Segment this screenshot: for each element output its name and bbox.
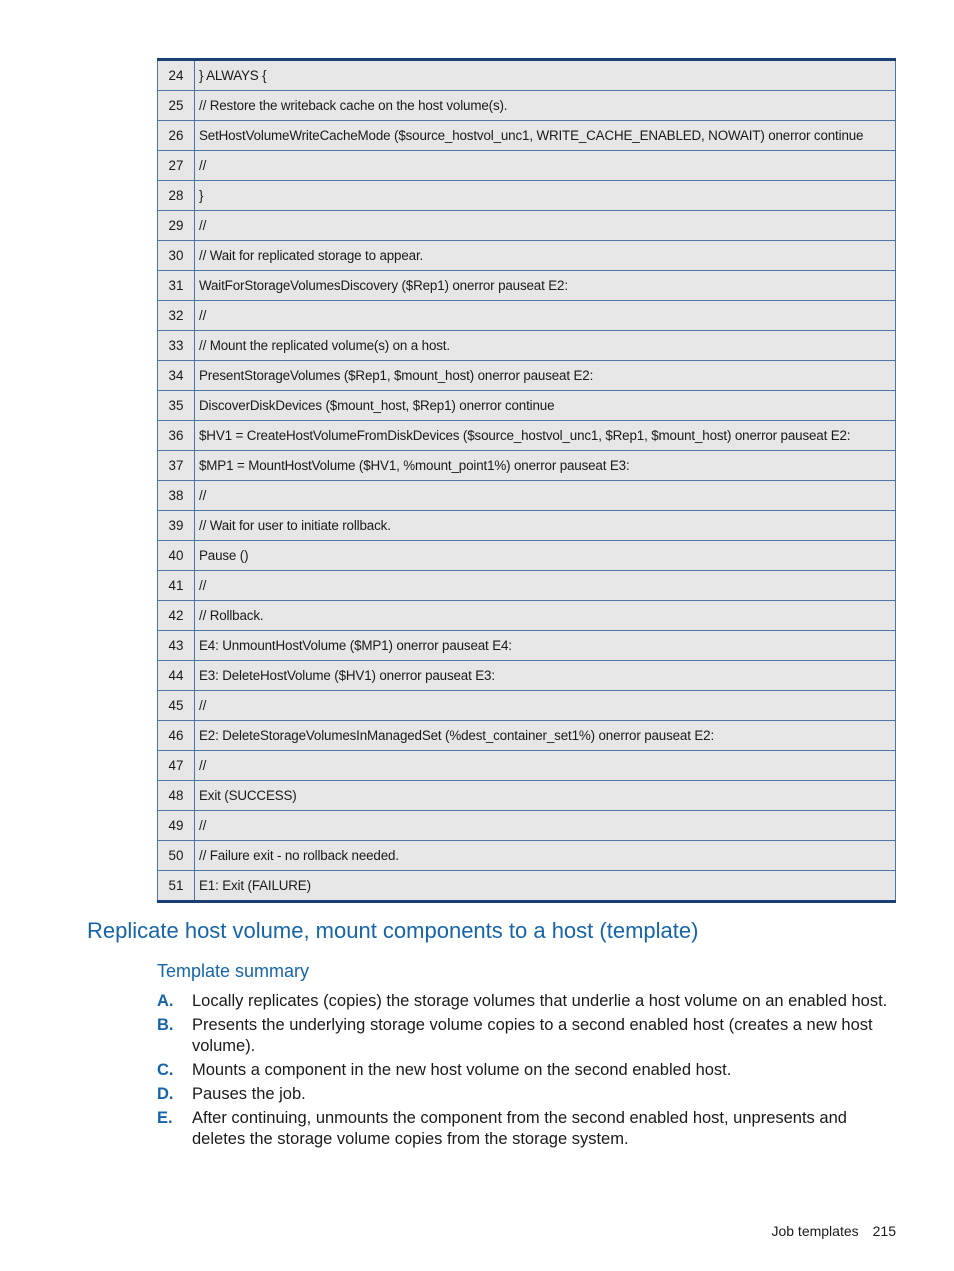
code-line: // Restore the writeback cache on the host volume(s). [195, 91, 896, 121]
summary-item-text: After continuing, unmounts the component from the second enabled host, unpresents and deletes the storage volume copies from the storage system. [192, 1109, 847, 1148]
line-number: 25 [158, 91, 195, 121]
line-number: 35 [158, 391, 195, 421]
summary-item-text: Locally replicates (copies) the storage volumes that underlie a host volume on an enabled host. [192, 992, 888, 1010]
code-line: PresentStorageVolumes ($Rep1, $mount_host) onerror pauseat E2: [195, 361, 896, 391]
summary-item-letter: B. [157, 1016, 174, 1034]
code-line: // Wait for replicated storage to appear. [195, 241, 896, 271]
section-heading: Replicate host volume, mount components to a host (template) [87, 918, 699, 943]
line-number: 47 [158, 751, 195, 781]
code-line: E2: DeleteStorageVolumesInManagedSet (%dest_container_set1%) onerror pauseat E2: [195, 721, 896, 751]
code-row [158, 571, 896, 601]
code-row [158, 211, 896, 241]
template-summary-heading: Template summary [157, 961, 310, 981]
page-footer [771, 1223, 896, 1239]
code-row [158, 781, 896, 811]
line-number: 44 [158, 661, 195, 691]
code-row [158, 661, 896, 691]
code-row [158, 331, 896, 361]
line-number: 24 [158, 60, 195, 91]
summary-item [157, 1060, 899, 1081]
line-number: 27 [158, 151, 195, 181]
code-row [158, 361, 896, 391]
line-number: 30 [158, 241, 195, 271]
code-row [158, 811, 896, 841]
footer-section-label: Job templates [771, 1223, 859, 1239]
code-line: } ALWAYS { [195, 60, 896, 91]
code-row [158, 721, 896, 751]
line-number: 37 [158, 451, 195, 481]
code-row [158, 451, 896, 481]
summary-item [157, 1084, 899, 1105]
code-line: // [195, 691, 896, 721]
line-number: 50 [158, 841, 195, 871]
code-line: E3: DeleteHostVolume ($HV1) onerror pauseat E3: [195, 661, 896, 691]
code-line: // Mount the replicated volume(s) on a host. [195, 331, 896, 361]
line-number: 51 [158, 871, 195, 902]
summary-item [157, 1015, 899, 1057]
code-row [158, 541, 896, 571]
code-line: // [195, 481, 896, 511]
code-row [158, 421, 896, 451]
line-number: 43 [158, 631, 195, 661]
code-row [158, 751, 896, 781]
line-number: 39 [158, 511, 195, 541]
code-listing-table [157, 58, 896, 903]
code-line: DiscoverDiskDevices ($mount_host, $Rep1) onerror continue [195, 391, 896, 421]
code-row [158, 841, 896, 871]
code-line: // [195, 211, 896, 241]
line-number: 40 [158, 541, 195, 571]
code-line: SetHostVolumeWriteCacheMode ($source_hostvol_unc1, WRITE_CACHE_ENABLED, NOWAIT) onerror continue [195, 121, 896, 151]
code-row [158, 481, 896, 511]
line-number: 45 [158, 691, 195, 721]
summary-item-text: Presents the underlying storage volume copies to a second enabled host (creates a new host volume). [192, 1016, 873, 1055]
line-number: 26 [158, 121, 195, 151]
code-line: } [195, 181, 896, 211]
code-row [158, 241, 896, 271]
code-row [158, 271, 896, 301]
code-line: $HV1 = CreateHostVolumeFromDiskDevices ($source_hostvol_unc1, $Rep1, $mount_host) onerror pauseat E2: [195, 421, 896, 451]
template-summary-list [157, 991, 899, 1153]
code-row [158, 181, 896, 211]
line-number: 49 [158, 811, 195, 841]
code-row [158, 691, 896, 721]
code-row [158, 60, 896, 91]
line-number: 46 [158, 721, 195, 751]
code-row [158, 151, 896, 181]
line-number: 48 [158, 781, 195, 811]
code-row [158, 91, 896, 121]
code-listing-body [158, 60, 896, 902]
code-line: // Wait for user to initiate rollback. [195, 511, 896, 541]
code-line: E4: UnmountHostVolume ($MP1) onerror pauseat E4: [195, 631, 896, 661]
summary-item-letter: D. [157, 1085, 174, 1103]
summary-item-letter: C. [157, 1061, 174, 1079]
code-row [158, 121, 896, 151]
code-line: // [195, 811, 896, 841]
code-line: // [195, 751, 896, 781]
line-number: 42 [158, 601, 195, 631]
code-line: // [195, 301, 896, 331]
line-number: 33 [158, 331, 195, 361]
code-row [158, 301, 896, 331]
code-row [158, 871, 896, 902]
code-line: $MP1 = MountHostVolume ($HV1, %mount_point1%) onerror pauseat E3: [195, 451, 896, 481]
summary-item-text: Mounts a component in the new host volume on the second enabled host. [192, 1061, 732, 1079]
code-row [158, 631, 896, 661]
summary-item-letter: E. [157, 1109, 173, 1127]
summary-item-letter: A. [157, 992, 174, 1010]
code-row [158, 511, 896, 541]
code-row [158, 391, 896, 421]
code-row [158, 601, 896, 631]
line-number: 38 [158, 481, 195, 511]
code-line: Exit (SUCCESS) [195, 781, 896, 811]
code-line: Pause () [195, 541, 896, 571]
code-line: // Rollback. [195, 601, 896, 631]
line-number: 36 [158, 421, 195, 451]
line-number: 34 [158, 361, 195, 391]
summary-item [157, 1108, 899, 1150]
line-number: 29 [158, 211, 195, 241]
code-line: // [195, 571, 896, 601]
code-line: // Failure exit - no rollback needed. [195, 841, 896, 871]
line-number: 32 [158, 301, 195, 331]
summary-item [157, 991, 899, 1012]
code-line: // [195, 151, 896, 181]
line-number: 41 [158, 571, 195, 601]
code-line: E1: Exit (FAILURE) [195, 871, 896, 902]
code-line: WaitForStorageVolumesDiscovery ($Rep1) onerror pauseat E2: [195, 271, 896, 301]
page-number: 215 [872, 1223, 896, 1239]
line-number: 31 [158, 271, 195, 301]
summary-item-text: Pauses the job. [192, 1085, 306, 1103]
line-number: 28 [158, 181, 195, 211]
